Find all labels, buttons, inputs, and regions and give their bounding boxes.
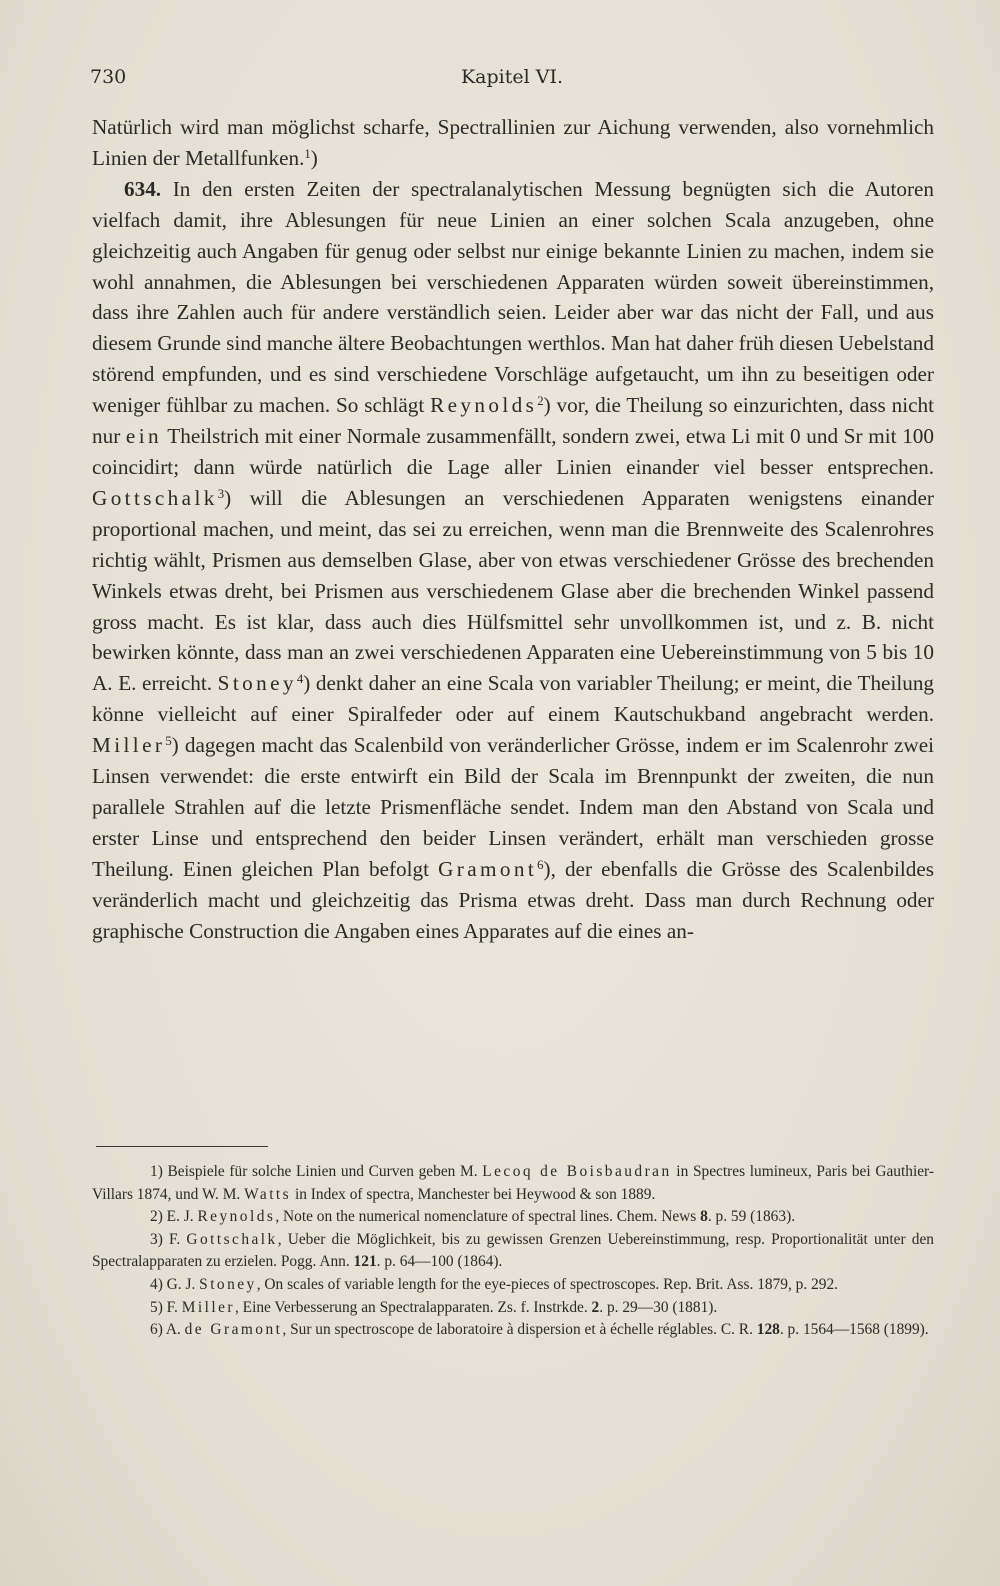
footnote-text: , Ueber die Möglichkeit, bis zu gewissen Grenzen Uebereinstimmung, resp. Proportionalität unter den Spectralapparaten zu erzielen. Pogg. Ann. bbox=[92, 1230, 934, 1271]
footnote-text: in Index of spectra, Manchester bei Heywood & son 1889. bbox=[291, 1185, 656, 1203]
footnote-4 bbox=[92, 1274, 934, 1297]
paragraph-text: Theilstrich mit einer Normale zusammenfällt, sondern zwei, etwa Li mit 0 und Sr mit 100 coincidirt; dann würde natürlich die Lage aller Linien einander viel besser entsprechen. bbox=[92, 424, 934, 479]
author-name: Stoney bbox=[199, 1275, 257, 1293]
volume-number: 121 bbox=[353, 1253, 377, 1271]
footnote-text: . p. 29—30 (1881). bbox=[599, 1298, 718, 1316]
paragraph-text: ) vor, die Theilung so einzurichten, dass nicht nur bbox=[92, 393, 934, 449]
volume-number: 8 bbox=[700, 1208, 708, 1226]
author-name: Reynolds bbox=[430, 393, 538, 418]
paragraph-text: ) bbox=[310, 145, 318, 170]
footnote-5 bbox=[92, 1297, 934, 1320]
author-name: Reynolds bbox=[197, 1208, 276, 1226]
author-name: Miller bbox=[181, 1298, 235, 1316]
author-name: Gottschalk bbox=[186, 1230, 278, 1248]
footnote-text: , Sur un spectroscope de laboratoire à dispersion et à échelle réglables. C. R. bbox=[282, 1321, 757, 1339]
footnote-text: 2) E. J. bbox=[150, 1208, 198, 1226]
paragraph-text: In den ersten Zeiten der spectralanalytischen Messung begnügten sich die Autoren vielfach damit, ihre Ablesungen für neue Linien an einer solchen Scala anzugeben, ohne gleichzeitig auch Angaben für genug oder selbst nur einige bekannte Linien zu machen, indem sie wohl annahmen, die Ablesungen bei verschiedenen Apparaten würden soweit übereinstimmen, dass ihre Zahlen auch für andere verständlich seien. Leider aber war das nicht der Fall, und aus diesem Grunde sind manche ältere Beobachtungen werthlos. Man hat daher früh diesen Uebelstand störend empfunden, und es sind verschiedene Vorschläge aufgetaucht, um ihn zu beseitigen oder weniger fühlbar zu machen. So schlägt bbox=[92, 176, 934, 418]
footnote-text: , Eine Verbesserung an Spectralapparaten. Zs. f. Instrkde. bbox=[234, 1298, 592, 1316]
footnotes bbox=[92, 1161, 934, 1342]
paragraph-text: ) will die Ablesungen an verschiedenen Apparaten wenigstens einander proportional machen, und meint, das sei zu erreichen, wenn man die Brennweite des Scalenrohres richtig wählt, Prismen aus demselben Glase, aber von etwas verschiedener Grösse des brechenden Winkels etwas dreht, bei Prismen aus verschiedenem Glase aber die brechenden Winkel passend gross macht. Es ist klar, dass auch dies Hülfsmittel sehr unvollkommen ist, und z. B. nicht bewirken könnte, dass man an zwei verschiedenen Apparaten eine Uebereinstimmung von 5 bis 10 A. E. erreicht. bbox=[92, 485, 934, 696]
running-title: Kapitel VI. bbox=[460, 66, 564, 88]
footnote-text: . p. 1564—1568 (1899). bbox=[779, 1321, 929, 1339]
page-header bbox=[90, 66, 934, 96]
section-number: 634. bbox=[124, 176, 162, 201]
footnote-3 bbox=[92, 1229, 934, 1274]
footnote-text: , On scales of variable length for the eye-pieces of spectroscopes. Rep. Brit. Ass. 1879, p. 292. bbox=[256, 1275, 838, 1293]
paragraph-text: ) denkt daher an eine Scala von variabler Theilung; er meint, die Theilung könne vielleicht auf einer Spiralfeder oder auf einem Kautschukband angebracht werden. bbox=[92, 671, 935, 727]
paragraph-intro bbox=[92, 112, 934, 174]
footnote-2 bbox=[92, 1206, 934, 1229]
footnote-6 bbox=[92, 1319, 934, 1342]
main-text bbox=[92, 112, 934, 946]
footnote-text: 4) G. J. bbox=[150, 1275, 200, 1293]
footnote-text: . p. 64—100 (1864). bbox=[376, 1253, 503, 1271]
footnote-text: 1) Beispiele für solche Linien und Curven geben M. bbox=[150, 1163, 483, 1180]
author-name: Miller bbox=[92, 733, 166, 758]
author-name: Watts bbox=[244, 1185, 292, 1203]
author-name: Gottschalk bbox=[92, 485, 218, 510]
paragraph-634 bbox=[92, 174, 934, 947]
page-number: 730 bbox=[90, 66, 127, 88]
footnote-divider bbox=[96, 1146, 268, 1147]
volume-number: 128 bbox=[756, 1321, 780, 1339]
footnote-ref: 1 bbox=[304, 146, 311, 161]
footnote-ref: 2 bbox=[537, 394, 544, 409]
footnote-text: in Spectres lumineux, Paris bei Gauthier-Villars 1874, und W. M. bbox=[92, 1163, 934, 1203]
footnote-ref: 4 bbox=[296, 672, 304, 687]
footnote-text: 6) A. bbox=[150, 1321, 185, 1339]
author-name: Stoney bbox=[217, 671, 297, 696]
footnote-text: 3) F. bbox=[150, 1230, 187, 1248]
volume-number: 2 bbox=[591, 1298, 600, 1316]
footnote-ref: 3 bbox=[217, 486, 225, 501]
paragraph-text: ) dagegen macht das Scalenbild von veränderlicher Grösse, indem er im Scalenrohr zwei Linsen verwendet: die erste entwirft ein Bild der Scala im Brennpunkt der zweiten, die nun parallele Strahlen auf die letzte Prismenfläche sendet. Indem man den Abstand von Scala und erster Linse und entsprechend den beider Linsen verändert, erhält man verschieden grosse Theilung. Einen gleichen Plan befolgt bbox=[92, 733, 934, 881]
paragraph-text: Natürlich wird man möglichst scharfe, Spectrallinien zur Aichung verwenden, also vornehmlich Linien der Metallfunken. bbox=[92, 115, 934, 170]
emphasis-word: ein bbox=[125, 424, 162, 449]
author-name: de Gramont bbox=[184, 1321, 283, 1339]
footnote-text: 5) F. bbox=[150, 1298, 182, 1316]
footnote-ref: 5 bbox=[165, 734, 172, 749]
footnote-text: . p. 59 (1863). bbox=[707, 1208, 796, 1226]
footnote-ref: 6 bbox=[537, 857, 544, 872]
author-name: Gramont bbox=[438, 856, 538, 881]
paragraph-text: ), der ebenfalls die Grösse des Scalenbildes veränderlich macht und gleichzeitig das Prisma etwas dreht. Dass man durch Rechnung oder graphische Construction die Angaben eines Apparates auf die eines an- bbox=[92, 856, 934, 943]
footnote-1 bbox=[92, 1161, 934, 1206]
author-name: Lecoq de Boisbaudran bbox=[482, 1163, 672, 1180]
footnote-text: , Note on the numerical nomenclature of spectral lines. Chem. News bbox=[275, 1208, 701, 1226]
